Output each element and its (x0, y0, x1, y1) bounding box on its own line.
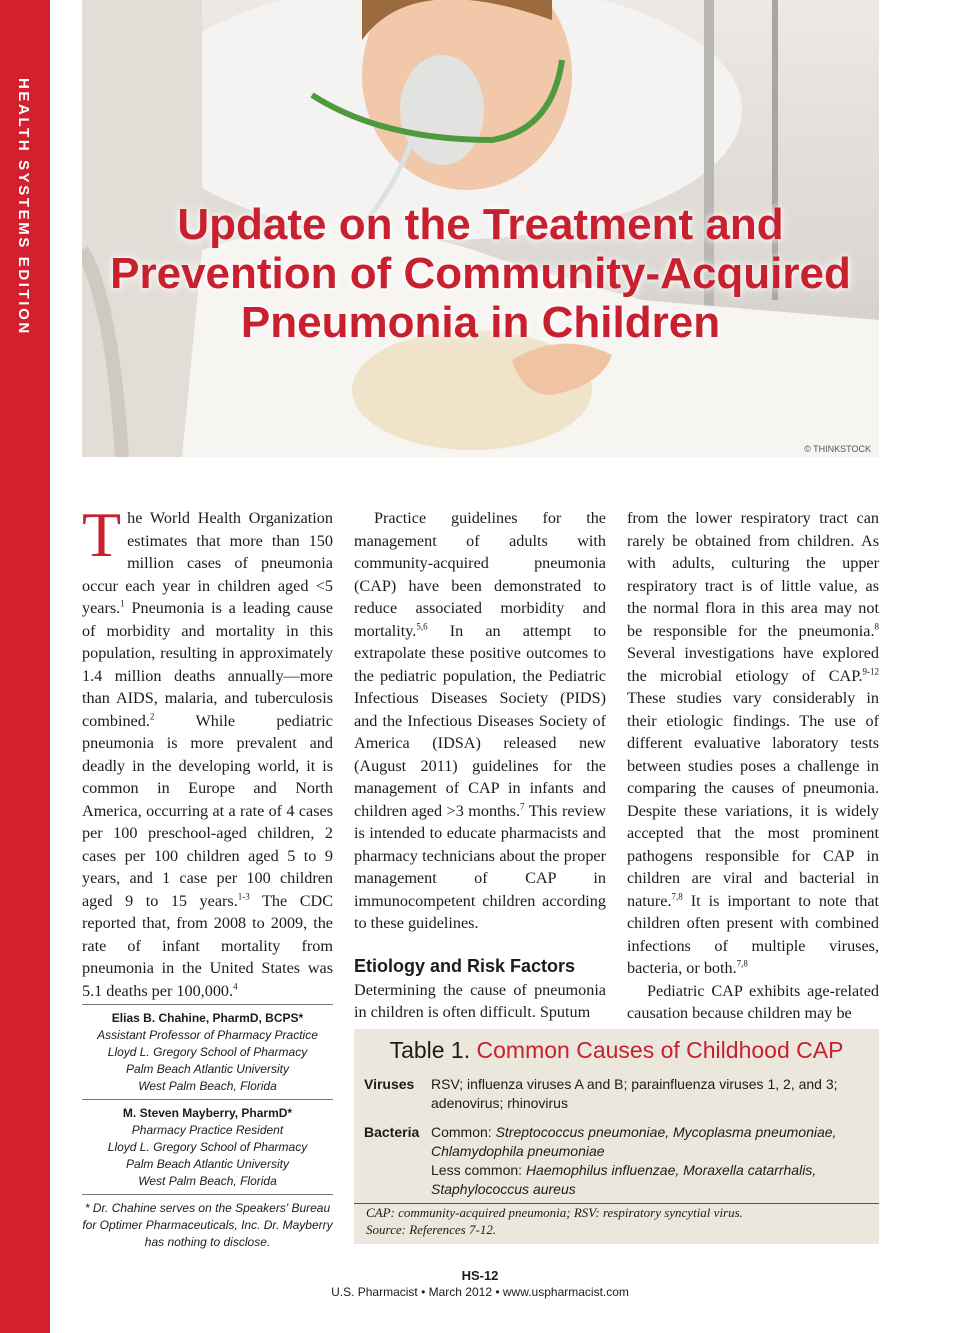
disclosure-note: * Dr. Chahine serves on the Speakers' Bureau for Optimer Pharmaceuticals, Inc. Dr. Mayberry has nothing to disclose. (82, 1194, 333, 1255)
body-text: In an attempt to extrapolate these positive outcomes to the pediatric population, the Pediatric Infectious Diseases Society (PIDS) and the Infectious Diseases Society of America (IDSA) released new (August 2011) guidelines for the management of CAP in infants and children aged >3 months. (354, 621, 606, 820)
edition-label: HEALTH SYSTEMS EDITION (15, 78, 32, 336)
intro-paragraph (82, 499, 333, 1002)
section-heading: Etiology and Risk Factors (354, 955, 576, 976)
body-paragraph: Pediatric CAP exhibits age-related causation because children may be (627, 981, 879, 1022)
body-paragraph (627, 507, 879, 980)
row-label: Bacteria (364, 1124, 420, 1140)
causes-table (354, 1029, 879, 1244)
article-title-line-1: Update on the Treatment and (177, 200, 784, 249)
article-column-1 (82, 499, 333, 1002)
author-affiliation: Palm Beach Atlantic University (126, 1062, 289, 1076)
reference-superscript: 7 (520, 801, 525, 812)
reference-superscript: 2 (149, 711, 155, 722)
body-paragraph (354, 507, 606, 935)
author-affiliation: West Palm Beach, Florida (138, 1079, 277, 1093)
reference-superscript: 5,6 (416, 621, 428, 632)
article-title (82, 200, 879, 347)
article-title-line-2: Prevention of Community-Acquired (110, 249, 851, 298)
author-affiliation: Palm Beach Atlantic University (126, 1157, 289, 1171)
article-column-2 (354, 507, 606, 1024)
reference-superscript: 1 (120, 598, 125, 609)
row-label: Viruses (364, 1076, 415, 1092)
table-number: Table 1. (389, 1037, 471, 1063)
author-affiliation: Lloyd L. Gregory School of Pharmacy (107, 1140, 308, 1154)
row-value (431, 1123, 871, 1199)
body-text: Several investigations have explored the microbial etiology of CAP. (627, 644, 879, 685)
body-text: Pneumonia is a leading cause of morbidity and mortality in this population, resulting in approximately 1.4 million deaths annually—more than AIDS, malaria, and tuberculosis combined. (82, 599, 333, 730)
body-text: It is important to note that children often present with combined infections of multiple viruses, bacteria, or both. (627, 891, 879, 977)
reference-superscript: 8 (874, 621, 879, 632)
article-title-line-3: Pneumonia in Children (240, 298, 721, 347)
author-name: Elias B. Chahine, PharmD, BCPS* (111, 1011, 304, 1025)
photo-credit: © THINKSTOCK (804, 444, 871, 454)
reference-superscript: 7,8 (671, 891, 683, 902)
body-text: he World Health Organization estimates that more than 150 million cases of pneumonia occur each year in children aged <5 years. (82, 509, 333, 617)
hero-image (82, 0, 879, 457)
body-paragraph: Determining the cause of pneumonia in children is often difficult. Sputum (354, 980, 606, 1021)
table-source: Source: References 7-12. (366, 1222, 497, 1237)
author-affiliation: Lloyd L. Gregory School of Pharmacy (107, 1045, 308, 1059)
table-title-text: Common Causes of Childhood CAP (476, 1037, 844, 1063)
author-affiliation: Pharmacy Practice Resident (131, 1123, 284, 1137)
drop-cap: T (82, 499, 122, 570)
body-text: Practice guidelines for the management of adults with community-acquired pneumonia (CAP) have been demonstrated to reduce associated morbidity and mortality. (354, 509, 606, 640)
author-affiliation: Assistant Professor of Pharmacy Practice (97, 1028, 318, 1042)
reference-superscript: 4 (233, 981, 238, 992)
author-box (82, 1004, 333, 1255)
reference-superscript: 1-3 (237, 891, 250, 902)
author-affiliation: West Palm Beach, Florida (138, 1174, 277, 1188)
body-text: These studies vary considerably in their etiologic findings. The use of different evaluative laboratory tests between studies poses a challenge in comparing the causes of pneumonia. Despite these variations, it is widely accepted that the most prominent pathogens responsible for CAP in children are viral and bacterial in nature. (627, 689, 879, 910)
table-footnote (354, 1203, 879, 1238)
publication-line: U.S. Pharmacist • March 2012 • www.uspharmacist.com (331, 1285, 629, 1299)
author-block (82, 1099, 333, 1194)
page-number: HS-12 (461, 1268, 499, 1283)
common-pathogens: Streptococcus pneumoniae, Mycoplasma pneumoniae, Chlamydophila pneumoniae (431, 1124, 837, 1159)
body-text: from the lower respiratory tract can rarely be obtained from children. As with adults, culturing the upper respiratory tract is of little value, as the normal flora in this area may not be responsible for the pneumonia. (627, 509, 879, 640)
reference-superscript: 7,8 (736, 958, 748, 969)
reference-superscript: 9-12 (862, 666, 879, 677)
body-text: This review is intended to educate pharmacists and pharmacy technicians about the proper management of CAP in immunocompetent children according to these guidelines. (354, 801, 606, 932)
table-abbreviations: CAP: community-acquired pneumonia; RSV: respiratory syncytial virus. (366, 1205, 743, 1220)
row-value: RSV; influenza viruses A and B; parainfluenza viruses 1, 2, and 3; adenovirus; rhinovirus (431, 1076, 838, 1111)
table-title (354, 1037, 879, 1064)
body-text: The CDC reported that, from 2008 to 2009, the rate of infant mortality from pneumonia in the United States was 5.1 deaths per 100,000. (82, 891, 333, 1000)
author-block (82, 1004, 333, 1099)
page-footer (0, 1268, 960, 1299)
less-common-pathogens: Haemophilus influenzae, Moraxella catarrhalis, Staphylococcus aureus (431, 1162, 817, 1197)
article-column-3 (627, 507, 879, 1025)
author-name: M. Steven Mayberry, PharmD* (122, 1106, 293, 1120)
body-text: While pediatric pneumonia is more prevalent and deadly in the developing world, it is common in Europe and North America, occurring at a rate of 4 cases per 100 preschool-aged children, 2 cases per 100 children aged 5 to 9 years, and 1 case per 100 children aged 9 to 15 years. (82, 711, 333, 910)
common-prefix: Common: (431, 1124, 496, 1140)
edition-sidebar (0, 0, 50, 1333)
less-common-prefix: Less common: (431, 1162, 526, 1178)
